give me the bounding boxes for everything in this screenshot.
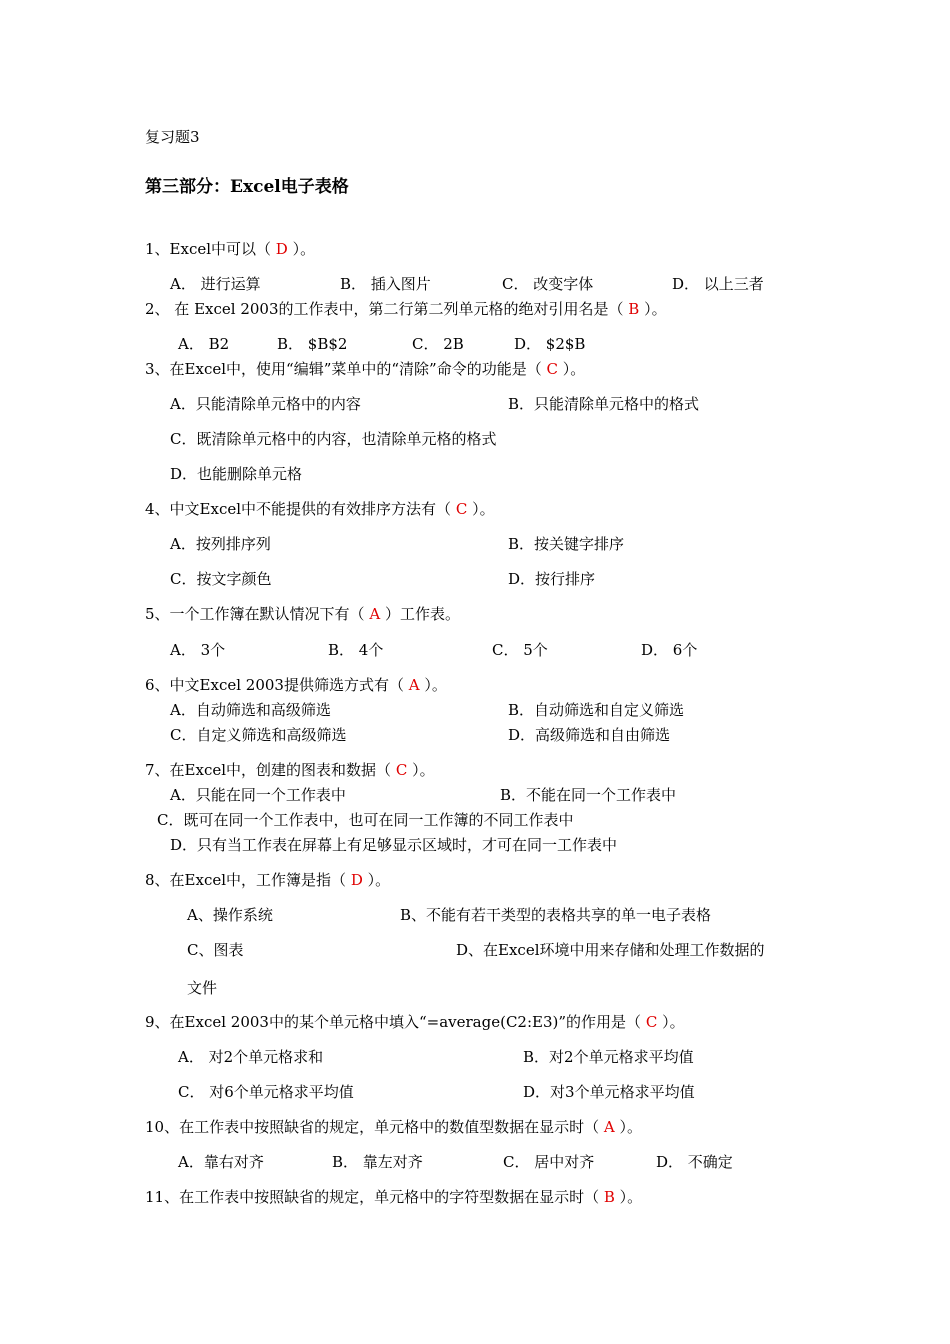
answer-mark: C <box>645 1013 658 1031</box>
question-stem-end: ）。 <box>467 500 495 518</box>
question-stem-end: ）。 <box>557 360 586 378</box>
question-stem: 8、在Excel中，工作簿是指（ <box>145 871 351 889</box>
question-stem: 9、在Excel 2003中的某个单元格中填入“=average(C2:E3)”的作用是（ <box>145 1013 646 1031</box>
answer-mark: A <box>408 676 420 694</box>
question-stem: 1、Excel中可以（ <box>145 240 276 258</box>
answer-mark: D <box>350 871 363 889</box>
question-1 <box>145 240 315 258</box>
question-3 <box>145 360 585 378</box>
question-6 <box>145 676 447 694</box>
answer-mark: A <box>369 605 381 623</box>
option-a: A．靠右对齐 <box>178 1153 264 1171</box>
answer-mark: C <box>455 500 468 518</box>
question-stem-end: ）。 <box>362 871 391 889</box>
question-stem-end: ）。 <box>657 1013 685 1031</box>
answer-mark: C <box>546 360 558 378</box>
option-d: D． $2$B <box>514 335 586 353</box>
question-stem: 3、在Excel中，使用“编辑”菜单中的“清除”命令的功能是（ <box>145 360 547 378</box>
question-stem: 6、中文Excel 2003提供筛选方式有（ <box>145 676 409 694</box>
answer-mark: B <box>603 1188 615 1206</box>
question-stem: 2、 在 Excel 2003的工作表中，第二行第二列单元格的绝对引用名是（ <box>145 300 629 318</box>
option-c: C． 2B <box>412 335 464 353</box>
option-a: A． B2 <box>178 335 230 353</box>
answer-mark: C <box>395 761 408 779</box>
question-stem: 7、在Excel中，创建的图表和数据（ <box>145 761 396 779</box>
question-7 <box>145 761 435 779</box>
question-stem-end: ）。 <box>407 761 435 779</box>
question-stem-end: ）。 <box>614 1118 642 1136</box>
option-d: D．对3个单元格求平均值 <box>523 1083 695 1101</box>
section-title: 第三部分：Excel电子表格 <box>145 177 349 197</box>
question-11 <box>145 1188 642 1206</box>
option-b: B．对2个单元格求平均值 <box>523 1048 694 1066</box>
question-stem: 10、在工作表中按照缺省的规定，单元格中的数值型数据在显示时（ <box>145 1118 604 1136</box>
question-9 <box>145 1013 685 1031</box>
option-a: A． 进行运算 <box>170 275 261 293</box>
option-b: B．不能在同一个工作表中 <box>500 786 677 804</box>
option-c: C．自定义筛选和高级筛选 <box>170 726 347 744</box>
option-d: D．高级筛选和自由筛选 <box>508 726 671 744</box>
question-2 <box>145 300 667 318</box>
option-a: A、操作系统 <box>187 906 273 924</box>
question-5 <box>145 605 460 623</box>
question-stem: 11、在工作表中按照缺省的规定，单元格中的字符型数据在显示时（ <box>145 1188 604 1206</box>
option-c: C． 对6个单元格求平均值 <box>178 1083 354 1101</box>
question-stem-end: ）。 <box>639 300 667 318</box>
option-c: C．既可在同一个工作表中，也可在同一工作簿的不同工作表中 <box>157 811 574 829</box>
answer-mark: B <box>628 300 640 318</box>
option-a: A．按列排序列 <box>170 535 271 553</box>
option-c: C、图表 <box>187 941 244 959</box>
question-10 <box>145 1118 642 1136</box>
question-4 <box>145 500 495 518</box>
option-a: A． 对2个单元格求和 <box>178 1048 324 1066</box>
option-d: D．也能删除单元格 <box>170 465 303 483</box>
option-d-continued: 文件 <box>187 979 218 997</box>
option-b: B．自动筛选和自定义筛选 <box>508 701 685 719</box>
option-b: B、不能有若干类型的表格共享的单一电子表格 <box>400 906 712 924</box>
option-d: D．按行排序 <box>508 570 596 588</box>
option-b: B．只能清除单元格中的格式 <box>508 395 700 413</box>
option-a: A．只能清除单元格中的内容 <box>170 395 361 413</box>
option-c: C．按文字颜色 <box>170 570 272 588</box>
option-d: D． 以上三者 <box>672 275 764 293</box>
option-a: A．只能在同一个工作表中 <box>170 786 346 804</box>
option-a: A． 3个 <box>170 641 226 659</box>
option-c: C． 5个 <box>492 641 548 659</box>
option-d: D． 6个 <box>641 641 698 659</box>
option-c: C． 改变字体 <box>502 275 594 293</box>
question-stem-end: ）工作表。 <box>380 605 460 623</box>
option-b: B． 插入图片 <box>340 275 431 293</box>
question-stem: 4、中文Excel中不能提供的有效排序方法有（ <box>145 500 456 518</box>
doc-label: 复习题3 <box>145 128 200 146</box>
question-stem-end: ）。 <box>419 676 447 694</box>
option-b: B． $B$2 <box>277 335 348 353</box>
answer-mark: A <box>603 1118 615 1136</box>
option-c: C． 居中对齐 <box>503 1153 595 1171</box>
option-d: D．只有当工作表在屏幕上有足够显示区域时，才可在同一工作表中 <box>170 836 618 854</box>
option-d: D． 不确定 <box>656 1153 733 1171</box>
question-8 <box>145 871 390 889</box>
option-d: D、在Excel环境中用来存储和处理工作数据的 <box>456 941 765 959</box>
question-stem: 5、一个工作簿在默认情况下有（ <box>145 605 370 623</box>
option-c: C．既清除单元格中的内容，也清除单元格的格式 <box>170 430 497 448</box>
option-a: A．自动筛选和高级筛选 <box>170 701 331 719</box>
option-b: B． 4个 <box>328 641 384 659</box>
question-stem-end: ）。 <box>287 240 316 258</box>
answer-mark: D <box>275 240 288 258</box>
option-b: B．按关键字排序 <box>508 535 625 553</box>
question-stem-end: ）。 <box>614 1188 643 1206</box>
option-b: B． 靠左对齐 <box>332 1153 423 1171</box>
